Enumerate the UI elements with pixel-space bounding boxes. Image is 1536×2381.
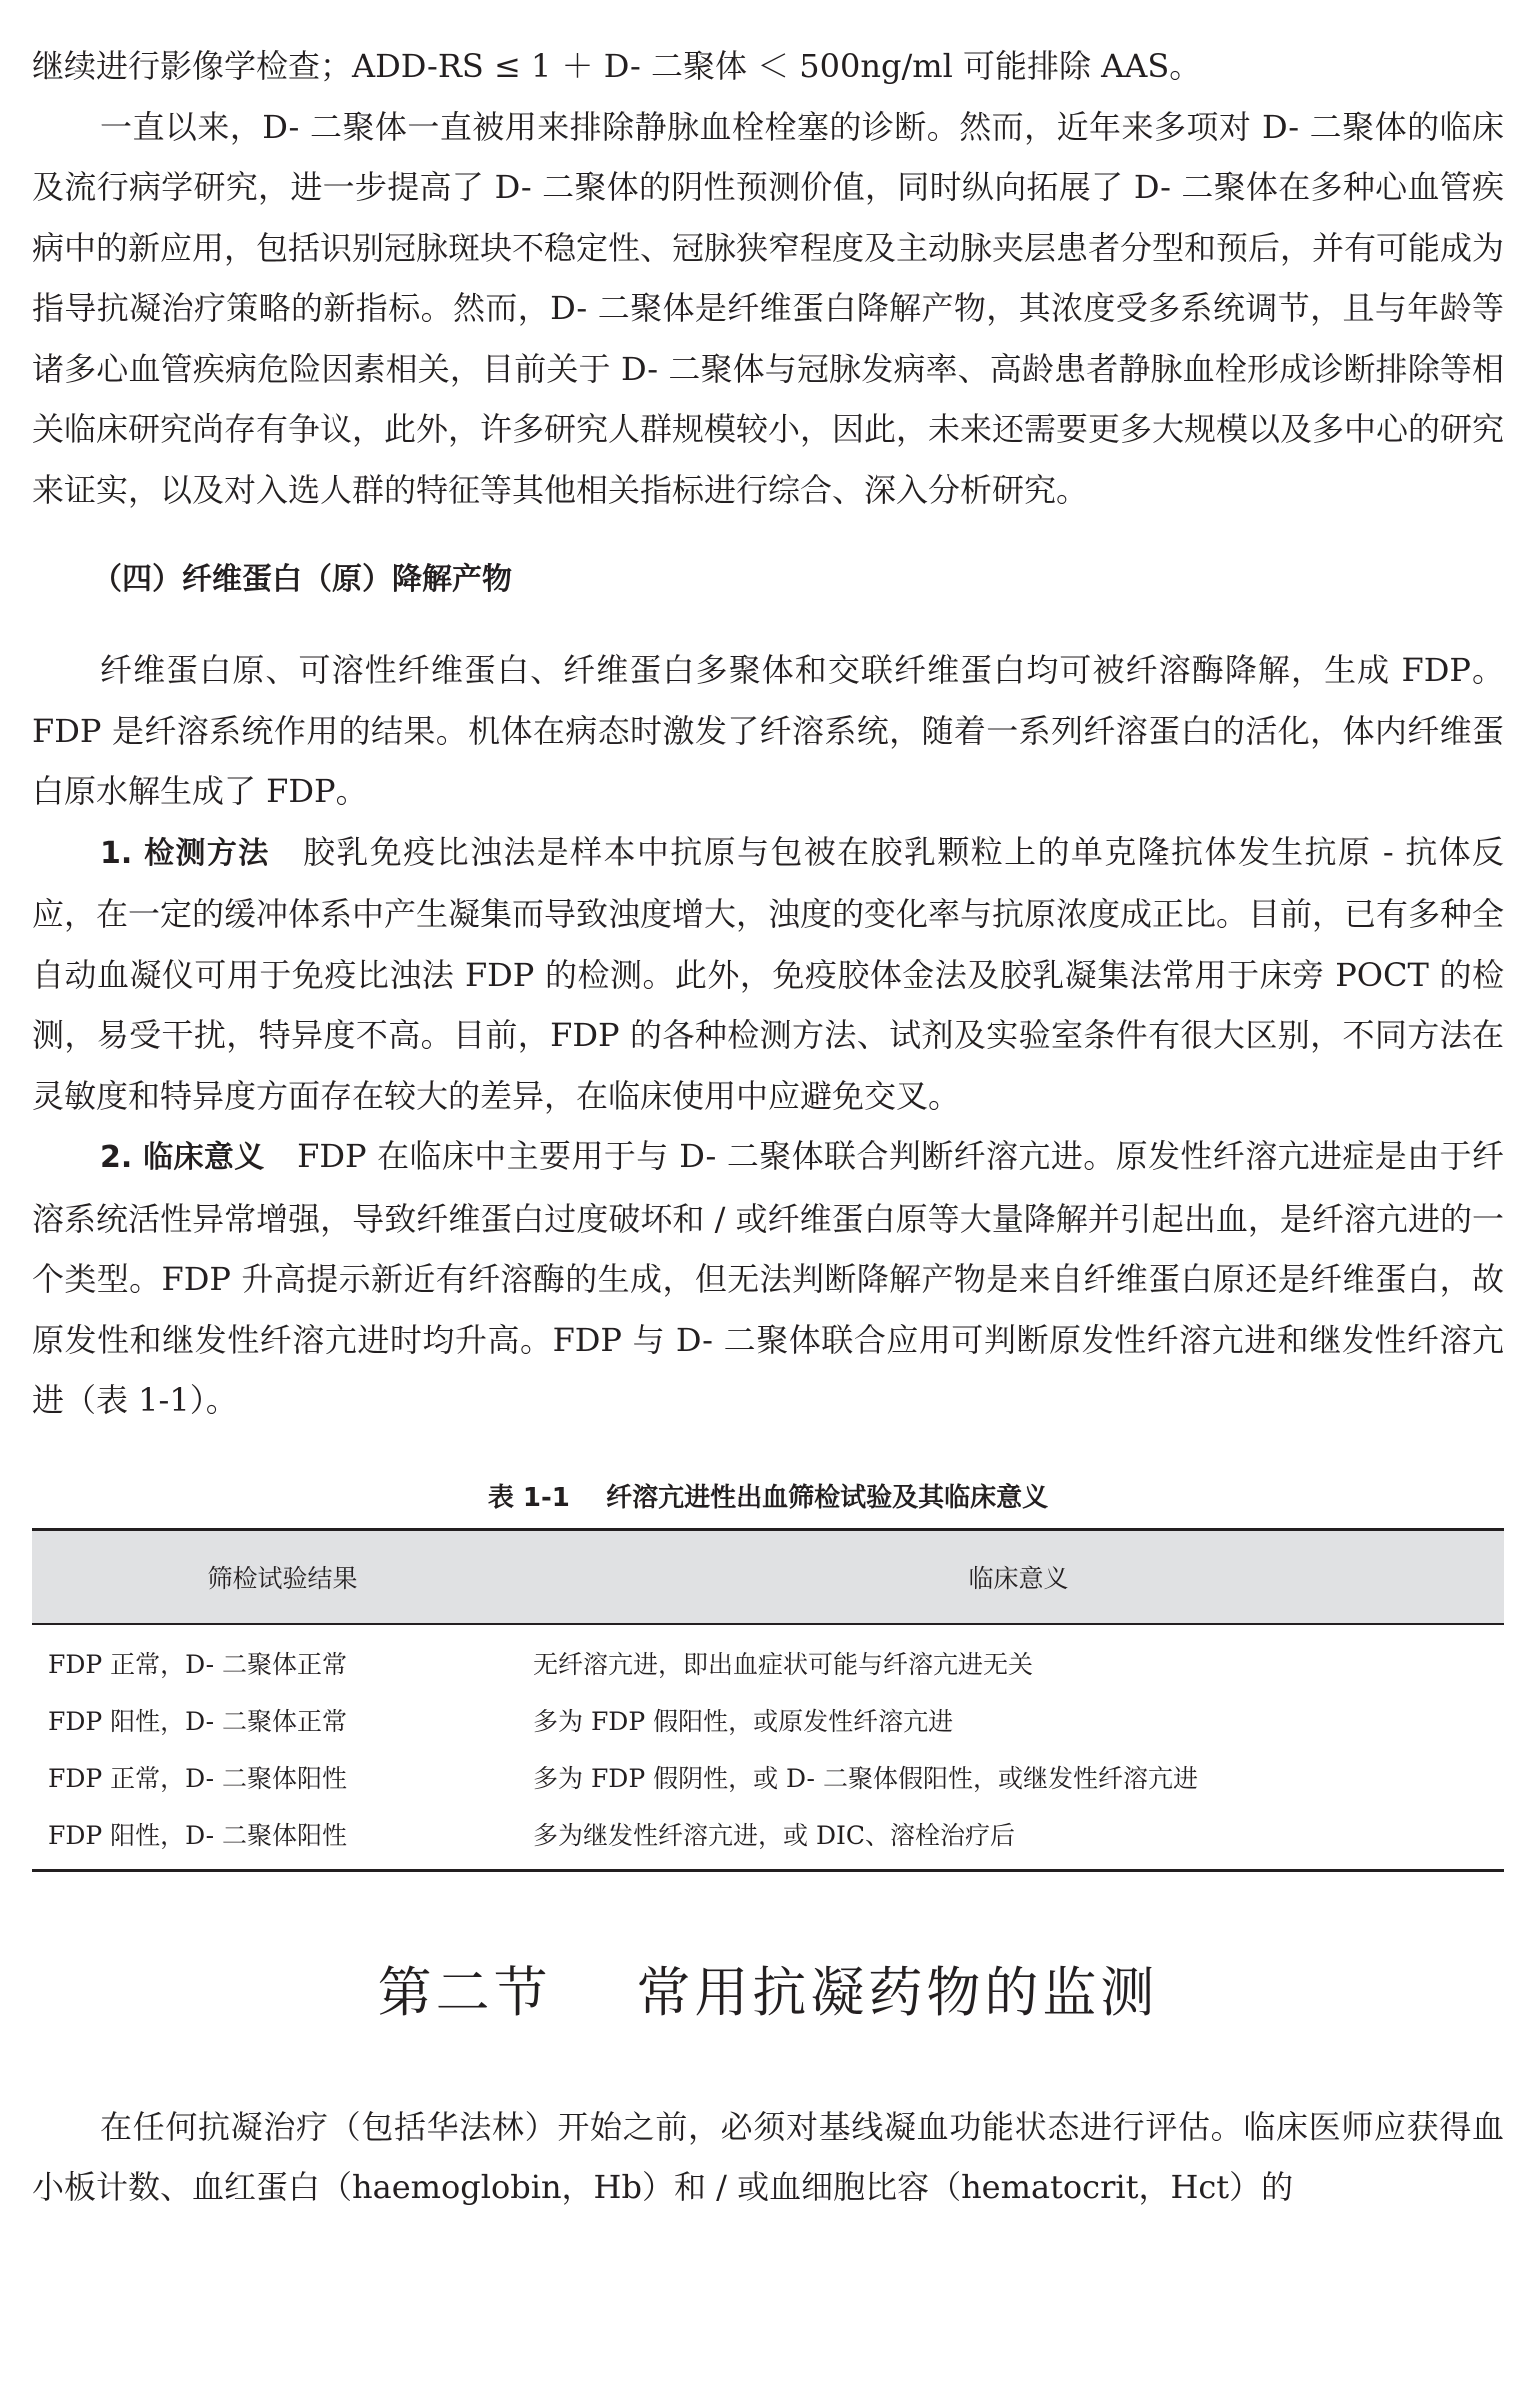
table-row	[32, 1692, 1504, 1749]
table-caption: 表 1-1 纤溶亢进性出血筛检试验及其临床意义	[487, 1482, 1049, 1513]
table-row	[32, 1806, 1504, 1871]
table-cell-significance: 多为 FDP 假阴性，或 D- 二聚体假阳性，或继发性纤溶亢进	[533, 1764, 1198, 1793]
table-row	[32, 1624, 1504, 1692]
table-cell-significance: 无纤溶亢进，即出血症状可能与纤溶亢进无关	[533, 1650, 1034, 1679]
table-cell-significance: 多为 FDP 假阳性，或原发性纤溶亢进	[533, 1707, 954, 1736]
subheading-fdp: （四）纤维蛋白（原）降解产物	[92, 562, 512, 597]
detection-method-text: 胶乳免疫比浊法是样本中抗原与包被在胶乳颗粒上的单克隆抗体发生抗原 - 抗体反应，在一定的缓冲体系中产生凝集而导致浊度增大，浊度的变化率与抗原浓度成正比。目前，已有多种全自动血凝仪可用于免疫比浊法 FDP 的检测。此外，免疫胶体金法及胶乳凝集法常用于床旁 POCT 的检测，易受干扰，特异度不高。目前，FDP 的各种检测方法、试剂及实验室条件有很大区别，不同方法在灵敏度和特异度方面存在较大的差异，在临床使用中应避免交叉。	[32, 832, 1505, 1115]
table-row	[32, 1749, 1504, 1806]
table-cell-result: FDP 正常，D- 二聚体阳性	[48, 1764, 348, 1793]
paragraph-anticoagulation-intro: 在任何抗凝治疗（包括华法林）开始之前，必须对基线凝血功能状态进行评估。临床医师应获得血小板计数、血红蛋白（haemoglobin，Hb）和 / 或血细胞比容（hematocrit，Hct）的	[32, 2107, 1504, 2206]
header-clinical-significance: 临床意义	[533, 1529, 1504, 1624]
paragraph-d-dimer-summary: 一直以来，D- 二聚体一直被用来排除静脉血栓栓塞的诊断。然而，近年来多项对 D- 二聚体的临床及流行病学研究，进一步提高了 D- 二聚体的阴性预测价值，同时纵向拓展了 D- 二聚体在多种心血管疾病中的新应用，包括识别冠脉斑块不稳定性、冠脉狭窄程度及主动脉夹层患者分型和预后，并有可能成为指导抗凝治疗策略的新指标。然而，D- 二聚体是纤维蛋白降解产物，其浓度受多系统调节，且与年龄等诸多心血管疾病危险因素相关，目前关于 D- 二聚体与冠脉发病率、高龄患者静脉血栓形成诊断排除等相关临床研究尚存有争议，此外，许多研究人群规模较小，因此，未来还需要更多大规模以及多中心的研究来证实，以及对入选人群的特征等其他相关指标进行综合、深入分析研究。	[32, 107, 1505, 509]
table-cell-result: FDP 阳性，D- 二聚体正常	[48, 1707, 348, 1736]
table-cell-result: FDP 正常，D- 二聚体正常	[48, 1650, 348, 1679]
header-screening-result: 筛检试验结果	[32, 1529, 533, 1624]
paragraph-clinical-significance	[32, 1126, 1504, 1431]
screening-table	[32, 1528, 1504, 1872]
table-cell-significance: 多为继发性纤溶亢进，或 DIC、溶栓治疗后	[533, 1806, 1504, 1871]
detection-method-label: 1. 检测方法	[100, 835, 270, 871]
document-page	[32, 36, 1504, 2218]
clinical-significance-label: 2. 临床意义	[100, 1140, 265, 1175]
paragraph-fdp-intro: 纤维蛋白原、可溶性纤维蛋白、纤维蛋白多聚体和交联纤维蛋白均可被纤溶酶降解，生成 FDP。FDP 是纤溶系统作用的结果。机体在病态时激发了纤溶系统，随着一系列纤溶蛋白的活化，体内纤维蛋白原水解生成了 FDP。	[32, 651, 1504, 810]
paragraph-continuation: 继续进行影像学检查；ADD-RS ≤ 1 ＋ D- 二聚体 ＜ 500ng/ml 可能排除 AAS。	[32, 47, 1202, 85]
paragraph-detection-method	[32, 822, 1504, 1127]
clinical-significance-text: FDP 在临床中主要用于与 D- 二聚体联合判断纤溶亢进。原发性纤溶亢进症是由于纤溶系统活性异常增强，导致纤维蛋白过度破坏和 / 或纤维蛋白原等大量降解并引起出血，是纤溶亢进的一个类型。FDP 升高提示新近有纤溶酶的生成，但无法判断降解产物是来自纤维蛋白原还是纤维蛋白，故原发性和继发性纤溶亢进时均升高。FDP 与 D- 二聚体联合应用可判断原发性纤溶亢进和继发性纤溶亢进（表 1-1）。	[32, 1137, 1504, 1419]
table-header-row	[32, 1529, 1504, 1624]
section-title: 第二节 常用抗凝药物的监测	[377, 1960, 1159, 2024]
table-cell-result: FDP 阳性，D- 二聚体阳性	[32, 1806, 533, 1871]
